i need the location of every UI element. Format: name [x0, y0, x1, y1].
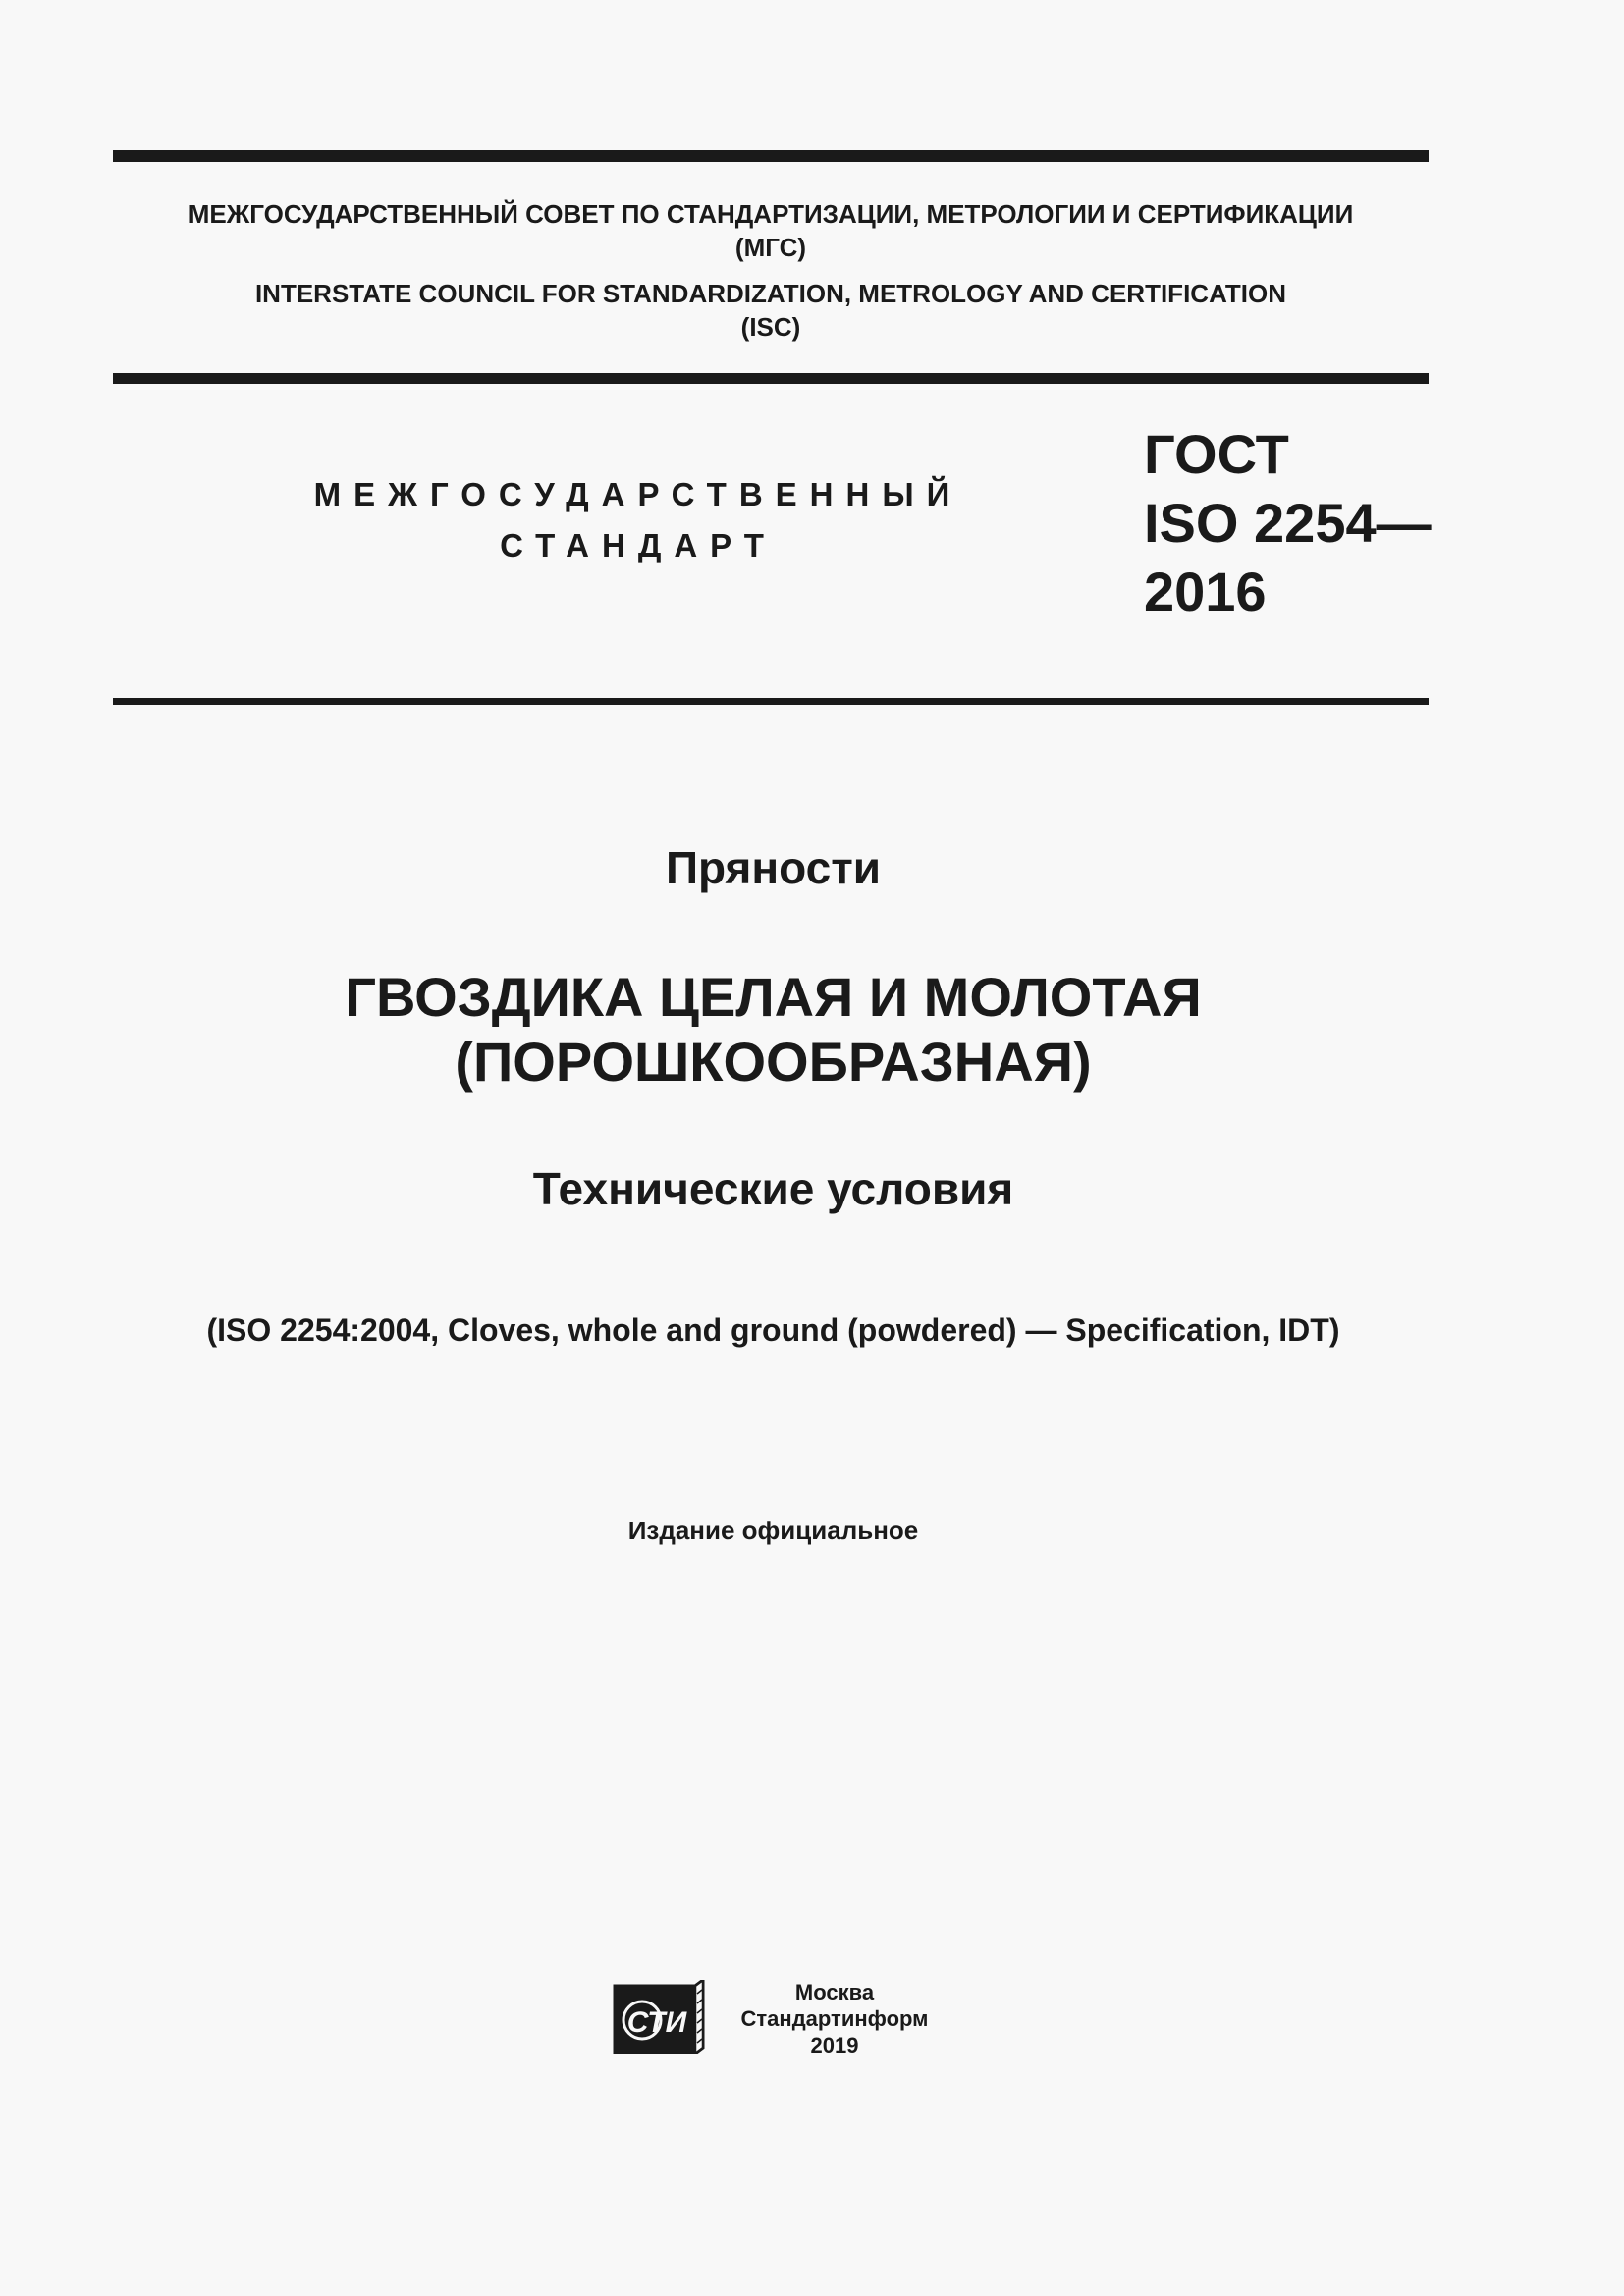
publisher-year: 2019 [810, 2033, 859, 2057]
main-title [0, 965, 1546, 1095]
standard-designation [1144, 420, 1432, 626]
title-group: Пряности [665, 842, 882, 893]
designation-line3: 2016 [1144, 561, 1267, 622]
middle-rule [113, 373, 1429, 384]
standartinform-logo-icon [613, 1980, 705, 2054]
council-en-name: INTERSTATE COUNCIL FOR STANDARDIZATION, METROLOGY AND CERTIFICATION [254, 279, 1287, 308]
standard-type-line1: МЕЖГОСУДАРСТВЕННЫЙ [313, 476, 963, 512]
standard-type [295, 469, 982, 571]
publisher-city: Москва [794, 1980, 875, 2004]
publisher-info [727, 1979, 943, 2058]
subtitle: Технические условия [532, 1163, 1014, 1214]
top-rule [113, 150, 1429, 162]
designation-line1: ГОСТ [1144, 423, 1289, 485]
main-title-line2: (ПОРОШКООБРАЗНАЯ) [455, 1031, 1092, 1093]
standard-type-line2: СТАНДАРТ [500, 527, 777, 563]
council-name-en [113, 277, 1429, 344]
council-ru-abbr: (МГС) [734, 233, 807, 262]
main-title-line1: ГВОЗДИКА ЦЕЛАЯ И МОЛОТАЯ [345, 966, 1202, 1028]
council-en-abbr: (ISC) [740, 312, 801, 342]
svg-text:СТИ: СТИ [626, 2006, 687, 2039]
designation-line2: ISO 2254— [1144, 492, 1432, 554]
council-name-ru [113, 197, 1429, 264]
edition-note: Издание официальное [627, 1516, 919, 1545]
iso-reference: (ISO 2254:2004, Cloves, whole and ground (powdered) — Specification, IDT) [206, 1312, 1340, 1348]
council-ru-name: МЕЖГОСУДАРСТВЕННЫЙ СОВЕТ ПО СТАНДАРТИЗАЦИИ, МЕТРОЛОГИИ И СЕРТИФИКАЦИИ [188, 199, 1354, 229]
bottom-rule [113, 698, 1429, 705]
publisher-name: Стандартинформ [740, 2006, 929, 2031]
